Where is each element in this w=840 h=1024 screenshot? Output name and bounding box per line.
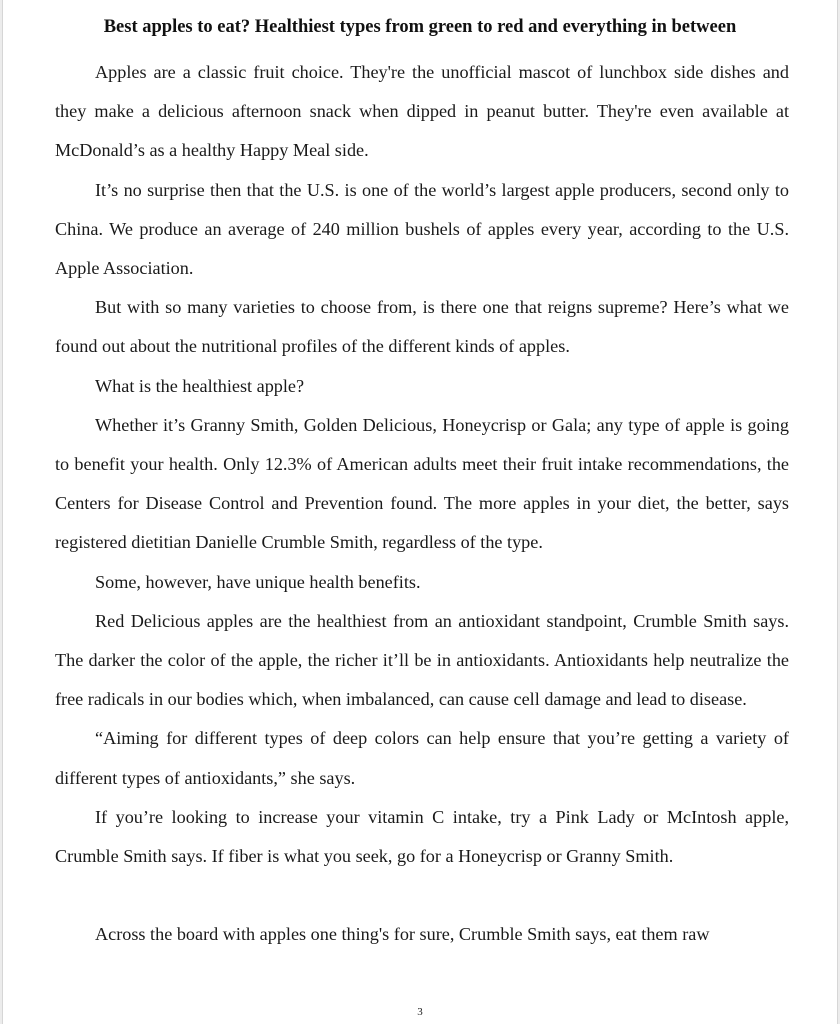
paragraph-raw: Across the board with apples one thing's for sure, Crumble Smith says, eat them raw: [95, 924, 710, 945]
paragraph-production: It’s no surprise then that the U.S. is one of the world’s largest apple producers, second only to China. We produce an average of 240 million bushels of apples every year, according to the U.S. Apple Association.: [55, 179, 789, 279]
paragraph-red-delicious: Red Delicious apples are the healthiest from an antioxidant standpoint, Crumble Smith says. The darker the color of the apple, the richer it’ll be in antioxidants. Antioxidants help neutralize the free radicals in our bodies which, when imbalanced, can cause cell damage and lead to disease.: [55, 610, 789, 710]
page-number: 3: [417, 1006, 423, 1018]
paragraph-unique: Some, however, have unique health benefits.: [95, 571, 421, 592]
section-heading-healthiest: What is the healthiest apple?: [95, 375, 305, 396]
paragraph-vitamin-fiber: If you’re looking to increase your vitamin C intake, try a Pink Lady or McIntosh apple, Crumble Smith says. If fiber is what you seek, go for a Honeycrisp or Granny Smith.: [55, 806, 789, 867]
paragraph-intro: Apples are a classic fruit choice. They're the unofficial mascot of lunchbox side dishes and they make a delicious afternoon snack when dipped in peanut butter. They're even available at McDonald’s as a healthy Happy Meal side.: [55, 62, 789, 161]
document-page: [2, 0, 838, 1024]
paragraph-varieties: But with so many varieties to choose from, is there one that reigns supreme? Here’s what we found out about the nutritional profiles of the different kinds of apples.: [55, 297, 789, 357]
page-title: Best apples to eat? Healthiest types from green to red and everything in between: [103, 17, 737, 37]
article-body: [55, 53, 789, 955]
paragraph-benefits: Whether it’s Granny Smith, Golden Delicious, Honeycrisp or Gala; any type of apple is going to benefit your health. Only 12.3% of American adults meet their fruit intake recommendations, the Centers for Disease Control and Prevention found. The more apples in your diet, the better, says registered dietitian Danielle Crumble Smith, regardless of the type.: [55, 414, 789, 553]
paragraph-quote: “Aiming for different types of deep colors can help ensure that you’re getting a variety of different types of antioxidants,” she says.: [55, 728, 789, 788]
